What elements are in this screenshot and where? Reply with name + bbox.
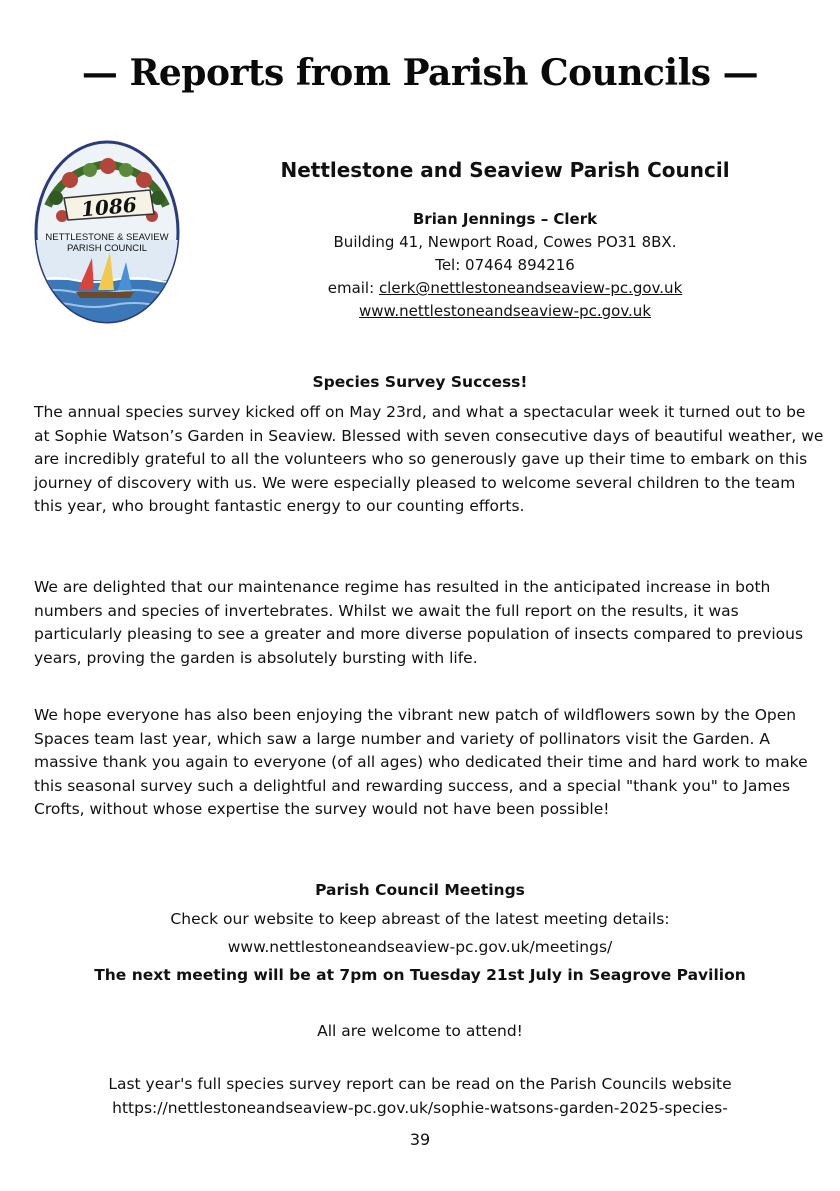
meetings-intro: Check our website to keep abreast of the latest meeting details: bbox=[170, 910, 670, 928]
website-link[interactable]: www.nettlestoneandseaview-pc.gov.uk bbox=[358, 302, 652, 320]
report-intro: Last year's full species survey report can be read on the Parish Councils website bbox=[108, 1075, 732, 1093]
species-paragraph-2: We are delighted that our maintenance regime has resulted in the anticipated increase in both numbers and species of invertebrates. Whilst we await the full report on the results, it was particularly pleasing to see a greater and more diverse population of insects compared to previous years, proving the garden is absolutely bursting with life. bbox=[34, 578, 804, 667]
contact-block bbox=[200, 208, 810, 323]
logo-year: 1086 bbox=[80, 192, 138, 222]
email-label: email: bbox=[327, 279, 379, 297]
page-title: — Reports from Parish Councils — bbox=[81, 52, 759, 94]
species-paragraph-1: The annual species survey kicked off on May 23rd, and what a spectacular week it turned out to be at Sophie Watson’s Garden in Seaview. Blessed with seven consecutive days of beautiful weather, we are incredibly grateful to all the volunteers who so generously gave up their time to embark on this journey of discovery with us. We were especially pleased to welcome several children to the team this year, who brought fantastic energy to our counting efforts. bbox=[34, 403, 824, 516]
species-survey-heading: Species Survey Success! bbox=[312, 373, 528, 391]
meetings-url[interactable]: www.nettlestoneandseaview-pc.gov.uk/meetings/ bbox=[227, 938, 613, 956]
parish-council-logo bbox=[34, 140, 180, 324]
welcome-text: All are welcome to attend! bbox=[317, 1022, 523, 1040]
address: Building 41, Newport Road, Cowes PO31 8BX. bbox=[333, 233, 677, 251]
next-meeting: The next meeting will be at 7pm on Tuesday 21st July in Seagrove Pavilion bbox=[94, 966, 746, 984]
clerk-name: Brian Jennings – Clerk bbox=[412, 210, 598, 228]
species-paragraph-3: We hope everyone has also been enjoying the vibrant new patch of wildflowers sown by the Open Spaces team last year, which saw a large number and variety of pollinators visit the Garden. A massive thank you again to everyone (of all ages) who dedicated their time and hard work to make this seasonal survey such a delightful and rewarding success, and a special "thank you" to James Crofts, without whose expertise the survey would not have been possible! bbox=[34, 706, 808, 819]
email-link[interactable]: clerk@nettlestoneandseaview-pc.gov.uk bbox=[378, 279, 683, 297]
logo-line-2: PARISH COUNCIL bbox=[66, 243, 148, 254]
email-line bbox=[200, 277, 810, 300]
council-name: Nettlestone and Seaview Parish Council bbox=[280, 158, 730, 182]
report-url[interactable]: https://nettlestoneandseaview-pc.gov.uk/sophie-watsons-garden-2025-species- bbox=[112, 1099, 728, 1117]
page-number: 39 bbox=[409, 1130, 431, 1149]
logo-line-1: NETTLESTONE & SEAVIEW bbox=[45, 232, 169, 243]
telephone: Tel: 07464 894216 bbox=[435, 256, 575, 274]
meetings-heading: Parish Council Meetings bbox=[315, 881, 525, 899]
